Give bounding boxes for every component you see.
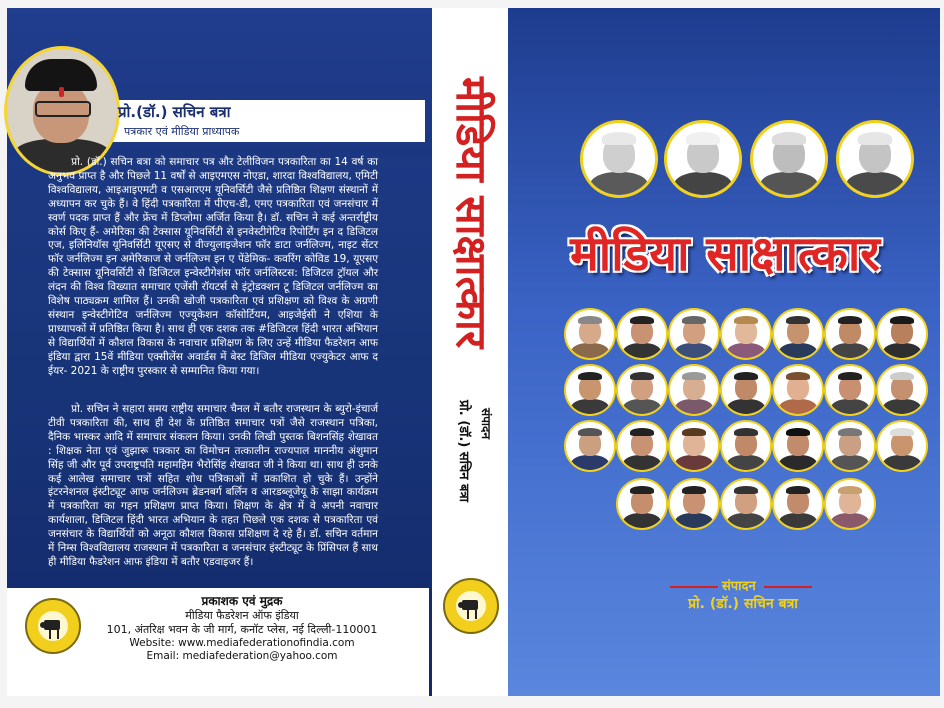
portrait-small xyxy=(720,420,772,472)
portrait-large-4 xyxy=(836,120,914,198)
portrait-small xyxy=(668,308,720,360)
portrait-small xyxy=(772,364,824,416)
portrait-small xyxy=(772,420,824,472)
author-bio-paragraph-1: प्रो. (डॉ.) सचिन बत्रा को समाचार पत्र और टेलीविजन पत्रकारिता का 14 वर्ष का अनुभव प्राप्त है और पिछले 11 वर्षों से आइएमएस नोएडा, शारदा विश्वविद्यालय, एमिटी विश्वविद्यालय, आइआइएमटी व एसआरएम यूनिवर्सिटी जैसे प्रतिष्ठित शिक्षण संस्थानों में अध्यापन कर चुके हैं। वे हिंदी पत्रकारिता में पीएच-डी, एमए पत्रकारिता एवं जनसंचार में स्वर्ण पदक प्राप्त हैं और फ्रेंच में डिप्लोमा अर्जित किया है। डॉ. सचिन ने कई अन्तर्राष्ट्रीय कोर्स किए हैं- अमेरिका की टेक्सास यूनिवर्सिटी से इनवेस्टीगेटिव रिपोर्टिंग इन द डिजिटल एज, इलिनियॉस यूनिवर्सिटी यूएसए से वीज्युलाइजेशन फॉर डाटा जर्नलिज्म, नाइट सेंटर फॉर जर्नलिज्म इन अमेरिकाज से जर्नलिज्म इन ए पेंडेमिक- कवरिंग कोविड 19, यूएसए की टेक्सास यूनिवर्सिटी से डिजिटल इन्वेस्टीगेशंस फॉर जर्नलिस्टस: डिजिटल ट्रॉयल और लंदन की विश्व विख्यात समाचार एजेंसी रॉयटर्स से इंट्रोडक्शन टू डिजिटल जर्नलिज्म का विशेष पाठ्यक्रम शामिल हैं। उनकी खोजी पत्रकारिता एवं प्रशिक्षण को विश्व के अग्रणी संस्थान इन्वेस्टीगेटिव जर्नलिज्म एज्युकेशन कॉसोर्टियम, आइजेईसी ने एशिया के प्राध्यापकों में प्रतिष्ठित किया है। साथ ही एक दशक तक #डिजिटल हिंदी भारत अभियान से विद्यार्थियों में कौशल विकास के नवाचार प्रशिक्षण के लिए उन्हें मीडिया फैडरेशन आफ इंडिया द्वारा 15वें मीडिया एक्सीलेंस अवार्डस में बेस्ट डिजिल मीडिया एज्युकेटर आफ द ईयर- 2021 के राष्ट्रीय पुरस्कार से सम्मानित किया गया। xyxy=(48,156,378,377)
portrait-small xyxy=(668,420,720,472)
portrait-small xyxy=(616,364,668,416)
portrait-small xyxy=(876,364,928,416)
portrait-small xyxy=(876,420,928,472)
portrait-large-2 xyxy=(664,120,742,198)
portrait-small xyxy=(720,308,772,360)
spine-editor-name: प्रो. (डॉ.) सचिन बत्रा xyxy=(456,400,471,503)
portrait-large-3 xyxy=(750,120,828,198)
publisher-name: मीडिया फैडरेशन ऑफ इंडिया xyxy=(185,609,299,622)
front-editor-label: संपादन xyxy=(722,579,756,594)
portrait-small xyxy=(564,364,616,416)
spine-title: मीडिया साक्षात्कार xyxy=(447,77,496,349)
spine-editor-label: संपादन xyxy=(479,408,493,440)
spine xyxy=(432,8,508,696)
portrait-small xyxy=(668,478,720,530)
portrait-large-1 xyxy=(580,120,658,198)
portrait-small xyxy=(720,364,772,416)
editor-divider-left xyxy=(670,586,718,588)
portrait-small xyxy=(876,308,928,360)
publisher-website: Website: www.mediafederationofindia.com xyxy=(129,637,355,649)
portrait-small xyxy=(824,364,876,416)
portrait-small xyxy=(772,478,824,530)
author-role: पत्रकार एवं मीडिया प्राध्यापक xyxy=(124,125,240,138)
portrait-small xyxy=(824,420,876,472)
portrait-small xyxy=(616,478,668,530)
portrait-small xyxy=(720,478,772,530)
publisher-address: 101, अंतरिक्ष भवन के जी मार्ग, कनॉट प्लेस, नई दिल्ली-110001 xyxy=(106,623,378,636)
portrait-small xyxy=(668,364,720,416)
publisher-heading: प्रकाशक एवं मुद्रक xyxy=(201,594,283,608)
publisher-email: Email: mediafederation@yahoo.com xyxy=(146,650,338,662)
front-title: मीडिया साक्षात्कार xyxy=(570,226,880,282)
portrait-small xyxy=(824,478,876,530)
publisher-block xyxy=(7,588,429,696)
portrait-small xyxy=(564,420,616,472)
portrait-small xyxy=(824,308,876,360)
portrait-small xyxy=(772,308,824,360)
media-federation-logo-icon xyxy=(25,598,81,654)
portrait-small xyxy=(616,308,668,360)
portrait-small xyxy=(564,308,616,360)
spine-logo-icon xyxy=(443,578,499,634)
author-name: प्रो.(डॉ.) सचिन बत्रा xyxy=(118,103,231,121)
editor-divider-right xyxy=(764,586,812,588)
portrait-small xyxy=(616,420,668,472)
front-cover xyxy=(508,8,940,696)
author-bio-paragraph-2: प्रो. सचिन ने सहारा समय राष्ट्रीय समाचार चैनल में बतौर राजस्थान के ब्युरो-इंचार्ज टीवी पत्रकारिता की, साथ ही देश के प्रतिष्ठित समाचार पत्रों जैसे राजस्थान पत्रिका, दैनिक भास्कर आदि में समाचार संकलन किया। उनकी लिखी पुस्तक बिशनसिंह शेखावत : शिक्षक नेता एवं जुझारू पत्रकार का विमोचन तत्कालीन राज्यपाल माननीय अंशुमान सिंह जी और पूर्व उपराष्ट्रपति महामहिम भैरोसिंह शेखावत जी ने किया था। साथ ही उनके कई आलेख समाचार पत्रों सहित शोध पत्रिकाओं में प्रकाशित हो चुके हैं। उन्होंने इंटरनेशनल इंस्टीट्यूट आफ जर्नलिज्म ब्रेडनबर्ग बर्लिन व आरडब्लूजेयू के साझा कार्यक्रम में पत्रकारिता का गहन प्रशिक्षण प्राप्त किया। शिक्षण के क्षेत्र में वे अपनी नवाचार कार्यशाला, डिजिटल हिंदी भारत अभियान के तहत पिछले एक दशक से पत्रकारिता एवं जनसंचार के विद्यार्थियों को अनूठा कौशल विकास प्रशिक्षण दे रहे हैं। डॉ. सचिन वर्तमान में निम्स विश्वविद्यालय राजस्थान में पत्रकारिता व जनसंचार इंस्टीट्यूट के प्रिंसिपल हैं साथ ही मीडिया फैडरेशन आफ इंडिया में बतौर एडवाइजर हैं। xyxy=(48,403,378,568)
front-editor-name: प्रो. (डॉ.) सचिन बत्रा xyxy=(688,596,798,612)
